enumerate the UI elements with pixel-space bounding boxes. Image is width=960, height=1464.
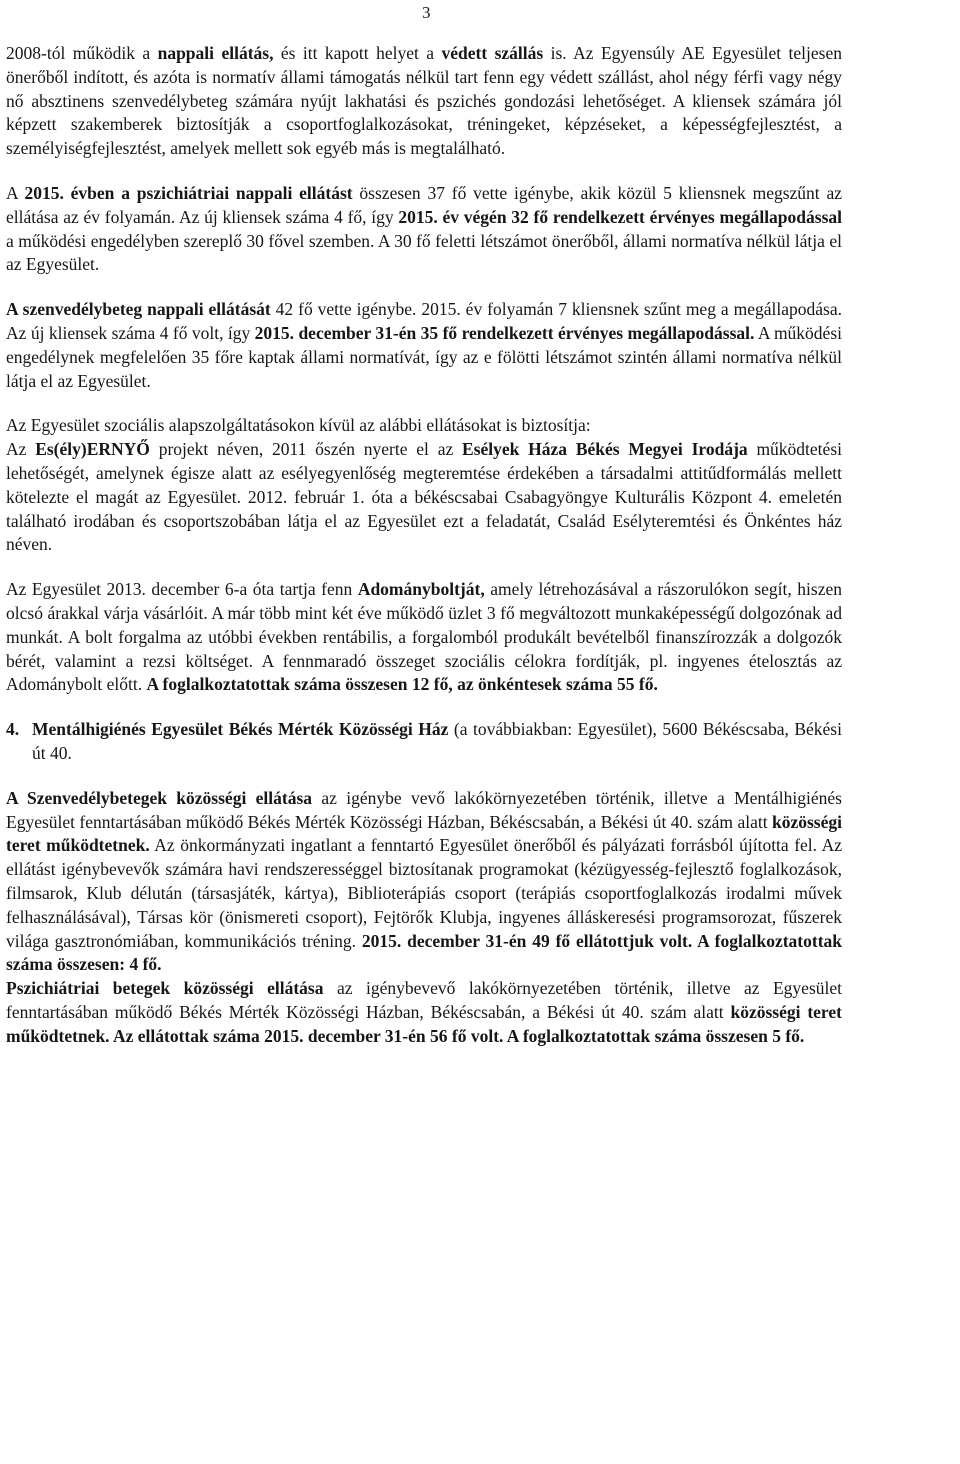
- paragraph-adomanybolt: Az Egyesület 2013. december 6-a óta tartja fenn Adományboltját, amely létrehozásával a rászorulókon segít, hiszen olcsó árakkal várja vásárlóit. A már több mint két éve működő üzlet 3 fő megváltozott munkaképességű dolgozónak ad munkát. A bolt forgalma az utóbbi években rentábilis, a forgalomból produkált bevételből finanszírozzák a dolgozók bérét, valamint a rezsi költséget. A fennmaradó összeget szociális célokra fordítják, pl. ingyenes ételosztás az Adománybolt előtt. A foglalkoztatottak száma összesen 12 fő, az önkéntesek száma 55 fő.: [6, 579, 842, 695]
- paragraph-pszichiatriai-kozossegi: Pszichiátriai betegek közösségi ellátása az igénybevevő lakókörnyezetében történik, illetve az Egyesület fenntartásában működő Békés Mérték Közösségi Házban, Békéscsabán, a Békési út 40. szám alatt közösségi teret működtetnek. Az ellátottak száma 2015. december 31-én 56 fő volt. A foglalkoztatottak száma összesen 5 fő.: [6, 978, 842, 1046]
- paragraph-eselyernyo: Az Es(ély)ERNYŐ projekt néven, 2011 őszén nyerte el az Esélyek Háza Békés Megyei Irodája működtetési lehetőségét, amelynek égisze alatt az esélyegyenlőség megteremtése érdekében a társadalmi attitűdformálás mellett kötelezte el magát az Egyesület. 2012. február 1. óta a békéscsabai Csabagyöngye Kulturális Központ 4. emeletén található irodában és csoportszobában látja el az Egyesület ezt a feladatát, Család Esélyteremtési és Önkéntes ház néven.: [6, 439, 842, 555]
- page-number: 3: [422, 3, 431, 22]
- section-4-heading: [6, 718, 842, 766]
- paragraph-nappali-ellatas: 2008-tól működik a nappali ellátás, és itt kapott helyet a védett szállás is. Az Egyensúly AE Egyesület teljesen önerőből indított, és azóta is normatív állami támogatás nélkül tart fenn egy védett szállást, ahol négy férfi vagy négy nő absztinens szenvedélybeteg számára nyújt lakhatási és pszichés gondozási lehetőséget. A kliensek számára jól képzett szakemberek biztosítják a csoportfoglalkozásokat, tréningeket, képzéseket, a képességfejlesztést, a személyiségfejlesztést, amelyek mellett sok egyéb más is megtalálható.: [6, 43, 842, 159]
- paragraph-szenvedelybetegek-kozossegi: A Szenvedélybetegek közösségi ellátása az igénybe vevő lakókörnyezetében történik, illetve a Mentálhigiénés Egyesület fenntartásában működő Békés Mérték Közösségi Házban, Békéscsabán, a Békési út 40. szám alatt közösségi teret működtetnek. Az önkormányzati ingatlant a fenntartó Egyesület önerőből és pályázati forrásból újította fel. Az ellátást igénybevevők számára havi rendszerességgel biztosítanak programokat (kézügyesség-fejlesztő foglalkozások, filmsarok, Klub délután (társasjáték, kártya), Biblioterápiás csoport (terápiás csoportfoglalkozás irodalmi művek felhasználásával), Társas kör (önismereti csoport), Fejtörők Klubja, ingyenes álláskeresési programsorozat, fűszerek világa gasztronómiában, kommunikációs tréning. 2015. december 31-én 49 fő ellátottjuk volt. A foglalkoztatottak száma összesen: 4 fő.: [6, 787, 842, 975]
- section-title: Mentálhigiénés Egyesület Békés Mérték Közösségi Ház (a továbbiakban: Egyesület), 5600 Békéscsaba, Békési út 40.: [32, 719, 842, 763]
- paragraph-pszichiatriai-nappali: A 2015. évben a pszichiátriai nappali ellátást összesen 37 fő vette igénybe, akik közül 5 kliensnek megszűnt az ellátása az év folyamán. Az új kliensek száma 4 fő, így 2015. év végén 32 fő rendelkezett érvényes megállapodással a működési engedélyben szereplő 30 fővel szemben. A 30 fő feletti létszámot önerőből, állami normatíva nélkül látja el az Egyesület.: [6, 182, 843, 275]
- document-body: [6, 42, 842, 1048]
- section-number: 4.: [6, 719, 20, 740]
- paragraph-szenvedelybeteg-nappali: A szenvedélybeteg nappali ellátását 42 fő vette igénybe. 2015. év folyamán 7 kliensnek szűnt meg a megállapodása. Az új kliensek száma 4 fő volt, így 2015. december 31-én 35 fő rendelkezett érvényes megállapodással. A működési engedélynek megfelelően 35 főre kaptak állami normatívát, így az e fölötti létszámot szintén állami normatíva nélkül látja el az Egyesület.: [6, 299, 842, 391]
- paragraph-alapszolgaltatasok-intro: Az Egyesület szociális alapszolgáltatásokon kívül az alábbi ellátásokat is biztosítja:: [6, 415, 591, 436]
